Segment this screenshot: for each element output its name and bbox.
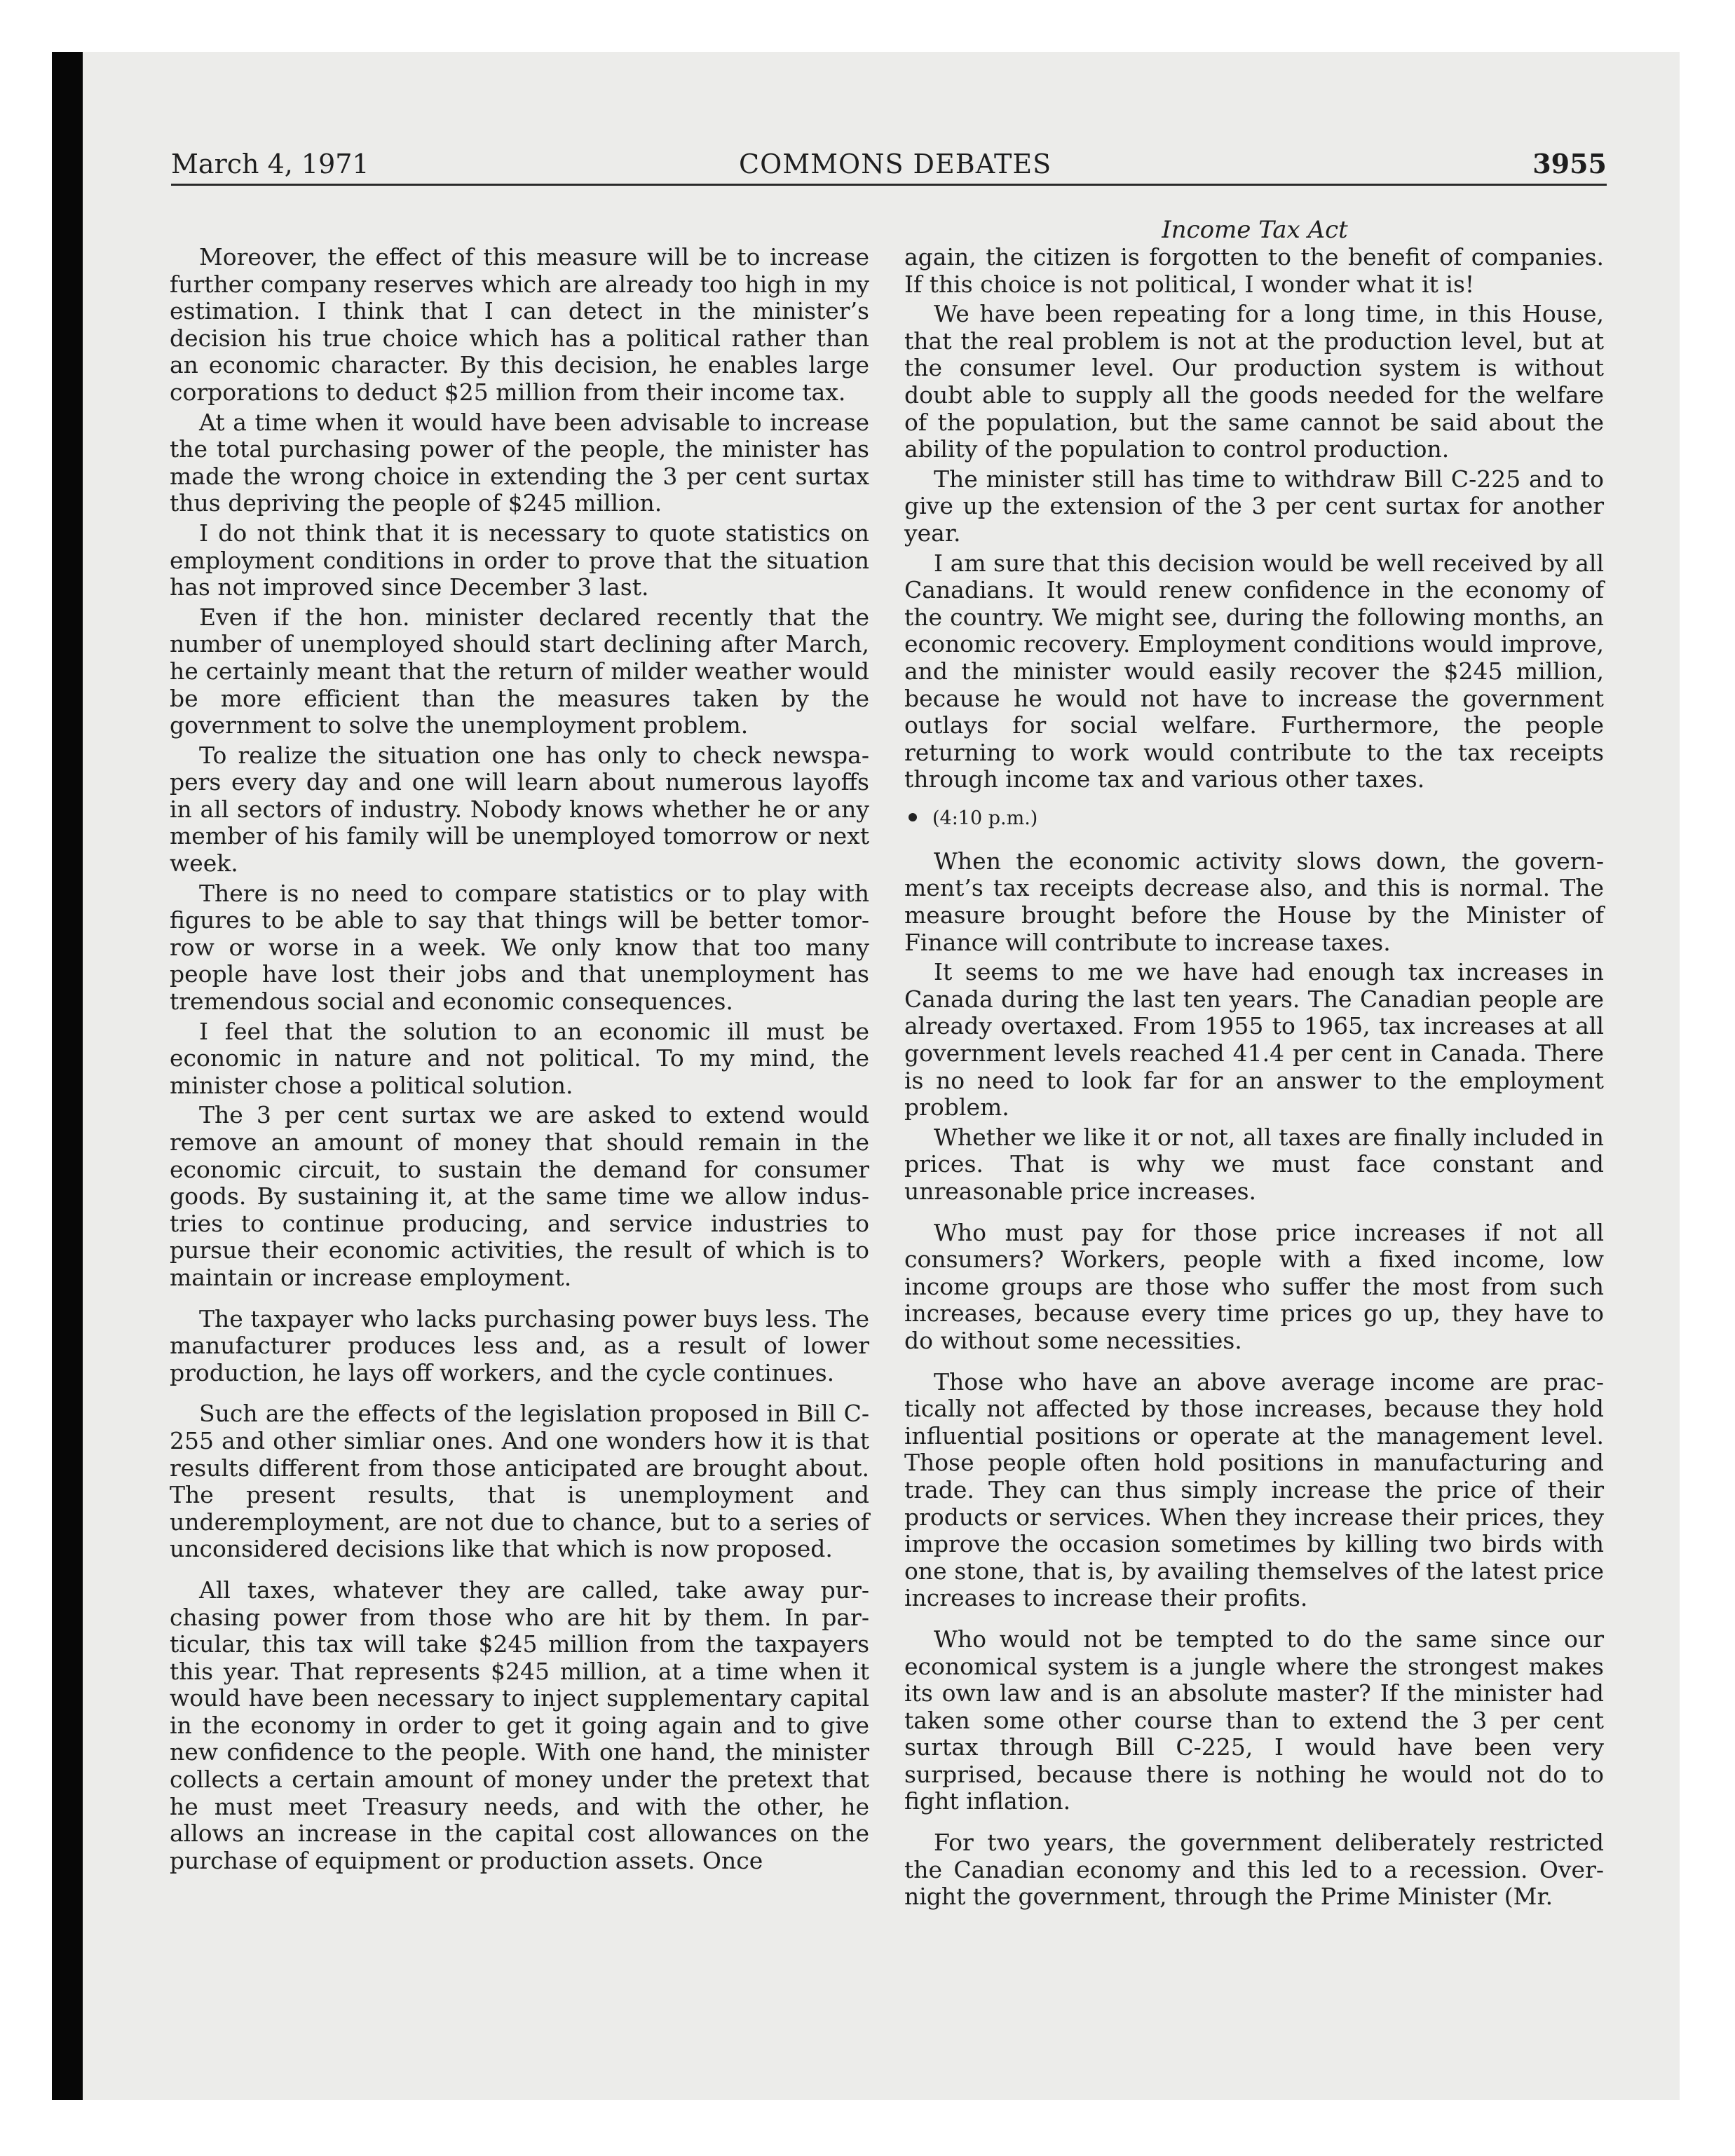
paragraph: I feel that the solution to an economic ill must be economic in nature and not political. To my mind, the minister chose a political solution. <box>170 1017 869 1099</box>
paragraph: I do not think that it is necessary to quote statistics on employment conditions in order to prove that the situation has not improved since December 3 last. <box>170 519 869 601</box>
binding-edge <box>52 52 83 2100</box>
paragraph: The 3 per cent surtax we are asked to extend would remove an amount of money that should remain in the economic circuit, to sustain the demand for consumer goods. By sustaining it, at the same time we allow industries to continue producing, and service industries to pursue their economic activities, the result of which is to maintain or increase employment. <box>170 1101 869 1291</box>
paragraph: For two years, the government deliberately restricted the Canadian economy and this led to a recession. Overnight the government, through the Prime Minister (Mr. <box>904 1829 1604 1911</box>
paragraph: At a time when it would have been advisable to increase the total purchasing power of the people, the minister has made the wrong choice in extending the 3 per cent surtax thus depriving the people of $245 million. <box>170 408 869 517</box>
paragraph: Such are the effects of the legislation proposed in Bill C-255 and other simliar ones. And one wonders how it is that results different from those anticipated are brought about. The present results, that is unemployment and underemployment, are not due to chance, but to a series of unconsidered decisions like that which is now proposed. <box>170 1400 869 1563</box>
paragraph: Moreover, the effect of this measure will be to increase further company reserves which are already too high in my estimation. I think that I can detect in the minister’s decision his true choice which has a political rather than an economic character. By this decision, he enables large corporations to deduct $25 million from their income tax. <box>170 243 869 406</box>
paragraph: Who would not be tempted to do the same since our economical system is a jungle where the strongest makes its own law and is an absolute master? If the minister had taken some other course than to extend the 3 per cent surtax through Bill C-225, I would have been very surprised, because there is nothing he would not do to fight inflation. <box>904 1625 1604 1815</box>
right-column <box>904 244 1604 1913</box>
header-title: COMMONS DEBATES <box>739 149 1052 179</box>
bullet-icon <box>909 813 917 821</box>
paragraph: Who must pay for those price increases if not all consumers? Workers, people with a fixed income, low income groups are those who suffer the most from such increases, because every time prices go up, they have to do without some necessities. <box>904 1218 1604 1354</box>
header-date: March 4, 1971 <box>171 149 369 179</box>
paragraph: We have been repeating for a long time, in this House, that the real problem is not at the production level, but at the consumer level. Our production system is without doubt able to supply all the goods needed for the welfare of the population, but the same cannot be said about the ability of the population to control production. <box>904 300 1604 463</box>
paragraph: It seems to me we have had enough tax increases in Canada during the last ten years. The Canadian people are already overtaxed. From 1955 to 1965, tax increases at all government levels reached 41.4 per cent in Canada. There is no need to look far for an answer to the employment problem. <box>904 958 1604 1121</box>
paragraph: Even if the hon. minister declared recently that the number of unemployed should start declining after March, he certainly meant that the return of milder weather would be more efficient than the measures taken by the government to solve the unemployment problem. <box>170 603 869 739</box>
paragraph: When the economic activity slows down, the government’s tax receipts decrease also, and this is normal. The measure brought before the House by the Minister of Finance will contribute to increase taxes. <box>904 847 1604 956</box>
paragraph: Those who have an above average income are practically not affected by those increases, because they hold influential positions or operate at the management level. Those people often hold positions in manufacturing and trade. They can thus simply increase the price of their products or services. When they increase their prices, they improve the occasion sometimes by killing two birds with one stone, that is, by availing themselves of the latest price increases to increase their profits. <box>904 1367 1604 1612</box>
page-number: 3955 <box>1532 148 1607 179</box>
paragraph: To realize the situation one has only to check newspapers every day and one will learn about numerous layoffs in all sectors of industry. Nobody knows whether he or any member of his family will be unemployed tomorrow or next week. <box>170 741 869 878</box>
paragraph: All taxes, whatever they are called, take away purchasing power from those who are hit by them. In particular, this tax will take $245 million from the taxpayers this year. That represents $245 million, at a time when it would have been necessary to inject supplementary capital in the economy in order to get it going again and to give new confidence to the people. With one hand, the minister collects a certain amount of money under the pretext that he must meet Treasury needs, and with the other, he allows an increase in the capital cost allowances on the purchase of equipment or production assets. Once <box>170 1576 869 1874</box>
paragraph: I am sure that this decision would be well received by all Canadians. It would renew confidence in the economy of the country. We might see, during the following months, an economic recovery. Employment conditions would improve, and the minister would easily recover the $245 million, because he would not have to increase the government outlays for social welfare. Furthermore, the people returning to work would contribute to the tax receipts through income tax and various other taxes. <box>904 549 1604 793</box>
running-head: Income Tax Act <box>1162 216 1348 244</box>
header-rule <box>171 184 1607 186</box>
time-stamp-text: (4:10 p.m.) <box>932 807 1038 829</box>
paragraph: Whether we like it or not, all taxes are finally included in prices. That is why we must face constant and unreasonable price increases. <box>904 1123 1604 1205</box>
paragraph: The taxpayer who lacks purchasing power buys less. The manufacturer produces less and, as a result of lower production, he lays off workers, and the cycle continues. <box>170 1304 869 1386</box>
paragraph: There is no need to compare statistics or to play with figures to be able to say that things will be better tomorrow or worse in a week. We only know that too many people have lost their jobs and that unemployment has tremendous social and economic consequences. <box>170 879 869 1016</box>
left-column <box>170 244 869 1877</box>
paragraph: The minister still has time to withdraw Bill C-225 and to give up the extension of the 3 per cent surtax for another year. <box>904 465 1604 547</box>
paragraph: again, the citizen is forgotten to the benefit of companies. If this choice is not political, I wonder what it is! <box>904 243 1604 298</box>
time-stamp <box>904 806 1604 831</box>
